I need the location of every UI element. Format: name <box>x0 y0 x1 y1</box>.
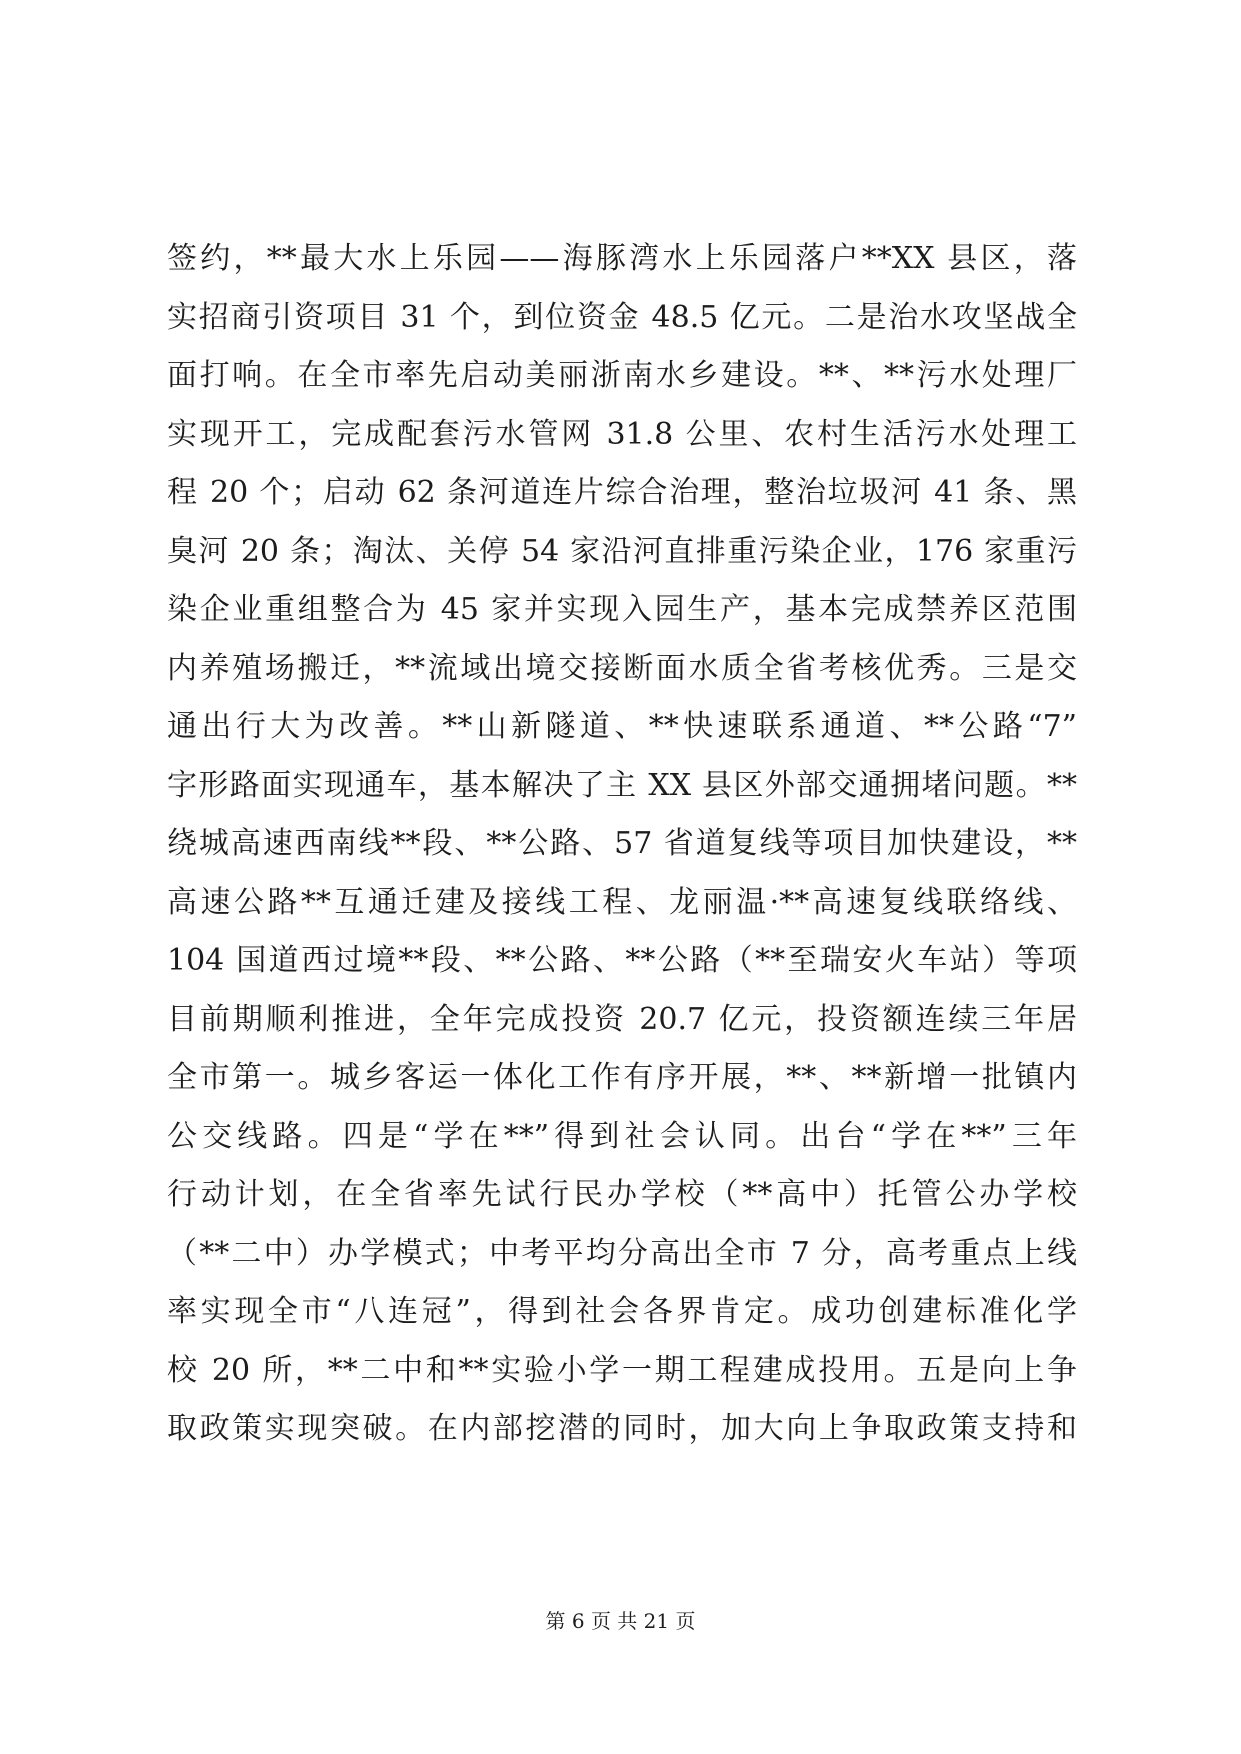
text-line: 字形路面实现通车，基本解决了主 XX 县区外部交通拥堵问题。** <box>167 767 1077 803</box>
text-line: 公交线路。四是“学在**”得到社会认同。出台“学在**”三年 <box>167 1118 1077 1154</box>
text-line: 程 20 个；启动 62 条河道连片综合治理，整治垃圾河 41 条、黑 <box>167 475 1077 510</box>
text-line: 内养殖场搬迁，**流域出境交接断面水质全省考核优秀。三是交 <box>167 650 1077 686</box>
text-line: 臭河 20 条；淘汰、关停 54 家沿河直排重污染企业，176 家重污 <box>167 533 1077 569</box>
text-line: 全市第一。城乡客运一体化工作有序开展，**、**新增一批镇内 <box>167 1060 1077 1095</box>
text-line: 通出行大为改善。**山新隧道、**快速联系通道、**公路“7” <box>167 709 1077 744</box>
text-line: 染企业重组整合为 45 家并实现入园生产，基本完成禁养区范围 <box>167 592 1077 627</box>
text-line: 取政策实现突破。在内部挖潜的同时，加大向上争取政策支持和 <box>167 1411 1077 1446</box>
text-line: 目前期顺利推进，全年完成投资 20.7 亿元，投资额连续三年居 <box>167 1001 1077 1037</box>
text-line: 实招商引资项目 31 个，到位资金 48.5 亿元。二是治水攻坚战全 <box>167 299 1077 335</box>
text-line: 高速公路**互通迁建及接线工程、龙丽温·**高速复线联络线、 <box>167 884 1077 920</box>
body-text <box>167 230 1077 1459</box>
text-line: 校 20 所，**二中和**实验小学一期工程建成投用。五是向上争 <box>167 1352 1077 1388</box>
text-line: 行动计划，在全省率先试行民办学校（**高中）托管公办学校 <box>167 1177 1077 1212</box>
text-line: 面打响。在全市率先启动美丽浙南水乡建设。**、**污水处理厂 <box>167 358 1077 393</box>
text-line: 率实现全市“八连冠”，得到社会各界肯定。成功创建标准化学 <box>167 1294 1077 1329</box>
text-line: 签约，**最大水上乐园——海豚湾水上乐园落户**XX 县区，落 <box>167 241 1077 276</box>
text-line: （**二中）办学模式；中考平均分高出全市 7 分，高考重点上线 <box>167 1235 1077 1271</box>
text-line: 绕城高速西南线**段、**公路、57 省道复线等项目加快建设，** <box>167 826 1077 861</box>
text-line: 104 国道西过境**段、**公路、**公路（**至瑞安火车站）等项 <box>167 943 1077 978</box>
text-line: 实现开工，完成配套污水管网 31.8 公里、农村生活污水处理工 <box>167 416 1077 452</box>
page-footer: 第 6 页 共 21 页 <box>545 1609 696 1633</box>
